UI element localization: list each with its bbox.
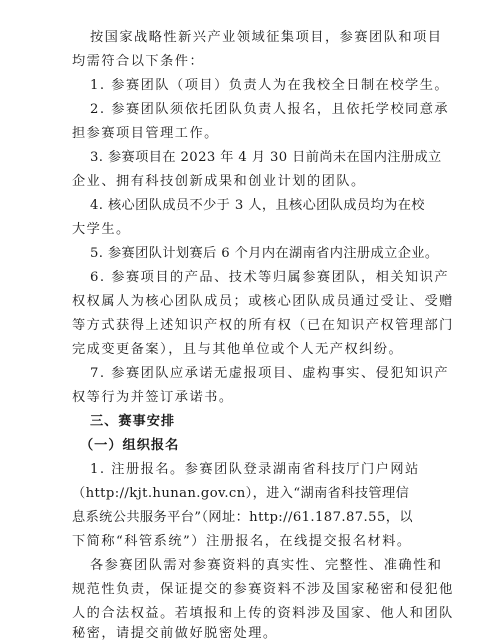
section-heading: 三、赛事安排 xyxy=(90,414,176,429)
list-item-registration: 1. 注册报名。参赛团队登录湖南省科技厅门户网站 xyxy=(90,462,420,477)
list-item-2: 2. 参赛团队须依托团队负责人报名，且依托学校同意承 xyxy=(90,102,450,117)
paragraph-line: 等方式获得上述知识产权的所有权（已在知识产权管理部门 xyxy=(72,318,454,333)
list-item-1: 1. 参赛团队（项目）负责人为在我校全日制在校学生。 xyxy=(90,78,450,93)
list-item-7: 7. 参赛团队应承诺无虚报项目、虚构事实、侵犯知识产 xyxy=(90,366,450,381)
paragraph-line: 规范性负责，保证提交的参赛资料不涉及国家秘密和侵犯他 xyxy=(72,582,454,597)
paragraph-line: 各参赛团队需对参赛资料的真实性、完整性、准确性和 xyxy=(90,558,443,573)
paragraph-line: 完成变更备案），且与其他单位或个人无产权纠纷。 xyxy=(72,342,404,357)
list-item-4: 4. 核心团队成员不少于 3 人，且核心团队成员均为在校 xyxy=(90,198,425,213)
list-item-3: 3. 参赛项目在 2023 年 4 月 30 日前尚未在国内注册成立 xyxy=(90,150,442,165)
paragraph-line: 按国家战略性新兴产业领域征集项目，参赛团队和项目 xyxy=(90,30,443,45)
subsection-heading: （一）组织报名 xyxy=(80,438,180,453)
paragraph-line: 下简称“科管系统”）注册报名，在线提交报名材料。 xyxy=(72,534,412,549)
paragraph-line: 息系统公共服务平台”（网址：http://61.187.87.55，以 xyxy=(72,510,413,525)
paragraph-line: 秘密，请提交前做好脱密处理。 xyxy=(72,626,278,641)
paragraph-line: 权权属人为核心团队成员；或核心团队成员通过受让、受赠 xyxy=(72,294,454,309)
paragraph-line: 人的合法权益。若填报和上传的资料涉及国家、他人和团队 xyxy=(72,606,454,621)
paragraph-line: （http://kjt.hunan.gov.cn），进入“湖南省科技管理信 xyxy=(72,486,410,501)
paragraph-line: 大学生。 xyxy=(72,222,131,237)
paragraph-line: 权等行为并签订承诺书。 xyxy=(72,390,234,405)
list-item-6: 6. 参赛项目的产品、技术等归属参赛团队，相关知识产 xyxy=(90,270,450,285)
paragraph-line: 企业、拥有科技创新成果和创业计划的团队。 xyxy=(72,174,366,189)
paragraph-line: 担参赛项目管理工作。 xyxy=(72,126,219,141)
list-item-5: 5. 参赛团队计划赛后 6 个月内在湖南省内注册成立企业。 xyxy=(90,246,439,261)
paragraph-line: 均需符合以下条件： xyxy=(72,54,205,69)
